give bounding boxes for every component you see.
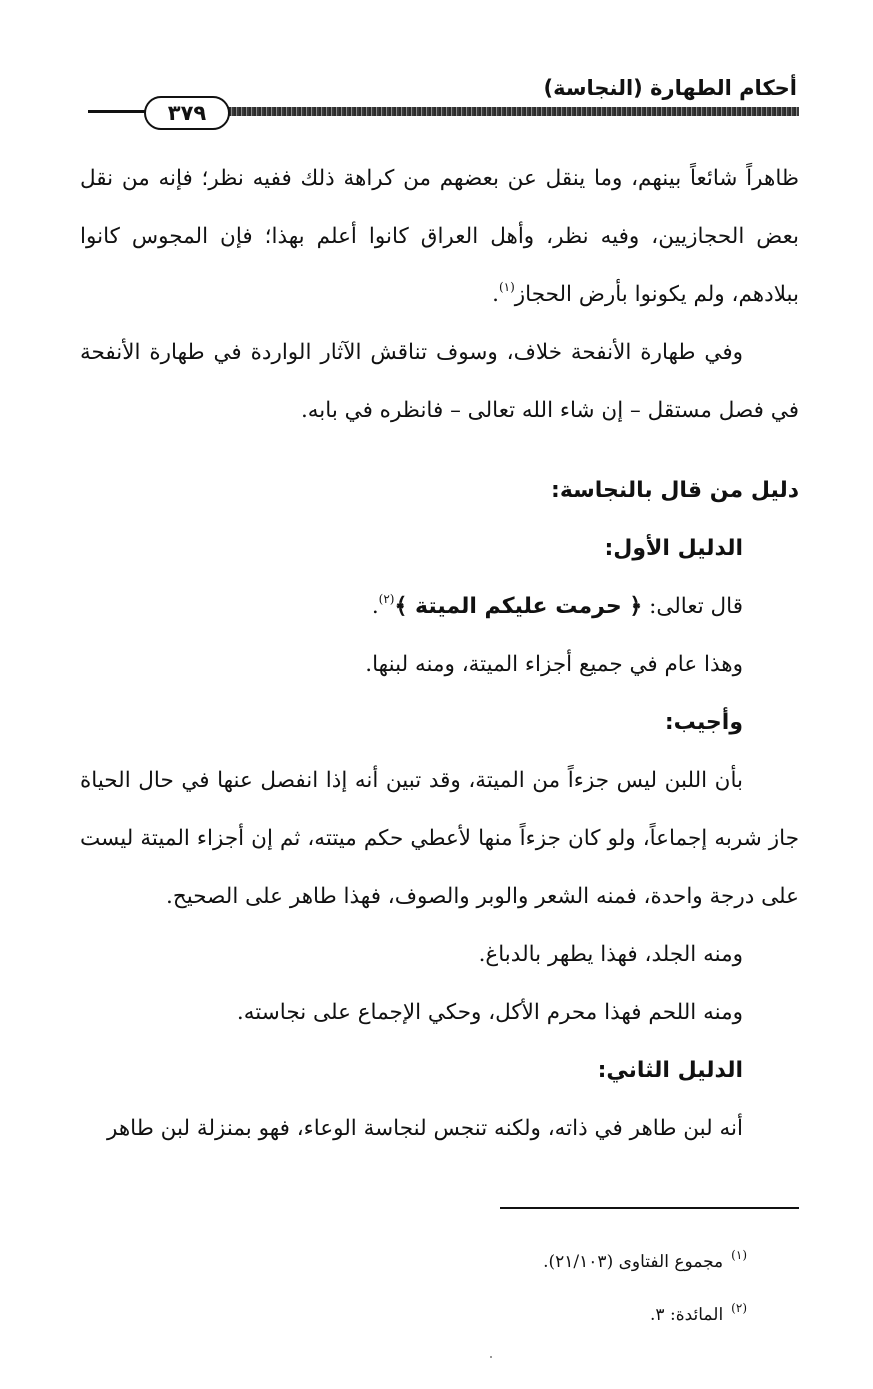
footnote-2 [543,1285,747,1338]
header-rule-ornamental [224,107,799,116]
footnote-1 [543,1232,747,1285]
scan-speck [490,1356,492,1358]
running-title: أحكام الطهارة (النجاسة) [543,76,797,100]
page-number: ٣٧٩ [144,96,230,130]
footnote-1-text: مجموع الفتاوى (٢١/١٠٣). [543,1252,724,1272]
paragraph-5: ومنه الجلد، فهذا يطهر بالدباغ. [478,942,743,967]
footnotes [543,1232,747,1338]
footnote-separator [500,1207,799,1209]
quran-verse: ﴿ حرمت عليكم الميتة ﴾ [394,594,643,619]
subheading-first-evidence: الدليل الأول: [604,536,743,561]
paragraph-7: أنه لبن طاهر في ذاته، ولكنه تنجس لنجاسة الوعاء، فهو بمنزلة لبن طاهر [106,1116,743,1141]
footnote-1-number: (١) [731,1248,747,1262]
paragraph-3: وهذا عام في جميع أجزاء الميتة، ومنه لبنها. [365,652,743,677]
footnote-ref-1[interactable]: (١) [498,280,515,294]
footnote-2-number: (٢) [731,1301,747,1315]
section-heading: دليل من قال بالنجاسة: [551,478,799,503]
footnote-ref-2[interactable]: (٢) [378,592,395,606]
paragraph-2: وفي طهارة الأنفحة خلاف، وسوف تناقش الآثار الواردة في طهارة الأنفحة في فصل مستقل – إن شاء الله تعالى – فانظره في بابه. [80,340,799,423]
header-rule-left [88,110,146,113]
subheading-second-evidence: الدليل الثاني: [597,1058,743,1083]
subheading-answer: وأجيب: [664,710,743,735]
paragraph-1-text: ظاهراً شائعاً بينهم، وما ينقل عن بعضهم من كراهة ذلك ففيه نظر؛ فإنه من نقل بعض الحجازيين، وفيه نظر، وأهل العراق كانوا أعلم بهذا؛ فإن المجوس كانوا ببلادهم، ولم يكونوا بأرض الحجاز [80,166,799,307]
page-body [80,150,799,1158]
paragraph-4: بأن اللبن ليس جزءاً من الميتة، وقد تبين أنه إذا انفصل عنها في حال الحياة جاز شربه إجماعاً، ولو كان جزءاً منها لأعطي حكم ميتته، ثم إن أجزاء الميتة ليست على درجة واحدة، فمنه الشعر والوبر والصوف، فهذا طاهر على الصحيح. [80,768,799,909]
paragraph-1: ظاهراً شائعاً بينهم، وما ينقل عن بعضهم من كراهة ذلك ففيه نظر؛ فإنه من نقل بعض الحجازيين، وفيه نظر، وأهل العراق كانوا أعلم بهذا؛ فإن المجوس كانوا ببلادهم، ولم يكونوا بأرض الحجاز$^{(١)}$. [80,166,799,307]
footnote-2-text: المائدة: ٣. [650,1305,724,1325]
quran-citation: قال تعالى: ﴿ حرمت عليكم الميتة ﴾$^{(٢)}$. [371,592,743,619]
paragraph-6: ومنه اللحم فهذا محرم الأكل، وحكي الإجماع على نجاسته. [236,1000,743,1025]
